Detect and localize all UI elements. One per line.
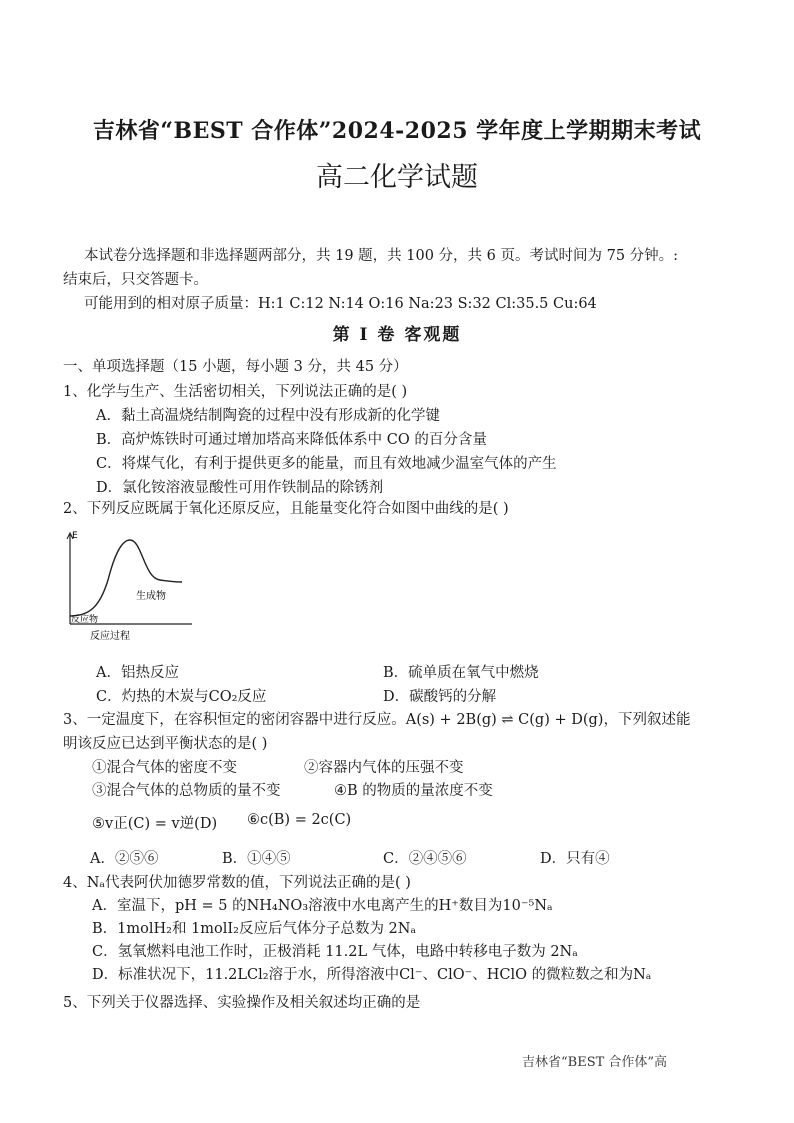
q1-stem: 1、化学与生产、生活密切相关，下列说法正确的是( ) [63, 384, 408, 400]
q4-option-c: C．氢氧燃料电池工作时，正极消耗 11.2L 气体，电路中转移电子数为 2Nₐ [92, 944, 578, 960]
product-label: 生成物 [136, 591, 166, 602]
q2-option-a: A．铝热反应 [96, 665, 179, 681]
q3-option-d: D．只有④ [540, 851, 610, 867]
exam-title: 吉林省“BEST 合作体”2024-2025 学年度上学期期末考试 [92, 118, 702, 144]
q3-condition-2: ②容器内气体的压强不变 [304, 760, 464, 776]
q3-condition-4: ④B 的物质的量浓度不变 [334, 783, 493, 799]
q3-condition-1: ①混合气体的密度不变 [92, 760, 237, 776]
reactant-label: 反应物 [71, 615, 99, 625]
energy-curve [70, 540, 182, 616]
q3-option-a: A．②⑤⑥ [90, 851, 159, 867]
q3-condition-3: ③混合气体的总物质的量不变 [92, 783, 281, 799]
page-footer: 吉林省“BEST 合作体”高 [522, 1055, 668, 1070]
q2-option-d: D．碳酸钙的分解 [383, 689, 497, 705]
q5-stem: 5、下列关于仪器选择、实验操作及相关叙述均正确的是 [63, 995, 421, 1011]
q1-option-d: D．氯化铵溶液显酸性可用作铁制品的除锈剂 [96, 480, 384, 496]
energy-axis-label: E [72, 531, 78, 541]
q3-condition-6: ⑥c(B) = 2c(C) [247, 812, 352, 828]
q2-option-b: B．硫单质在氧气中燃烧 [383, 665, 539, 681]
energy-diagram [60, 528, 200, 648]
q2-option-c: C．灼热的木炭与CO₂反应 [96, 689, 267, 705]
q3-stem-line-1: 3、一定温度下，在容积恒定的密闭容器中进行反应。A(s) + 2B(g) ⇌ C(g) + D(g)，下列叙述能 [63, 712, 691, 728]
atomic-masses: 可能用到的相对原子质量：H:1 C:12 N:14 O:16 Na:23 S:32 Cl:35.5 Cu:64 [84, 296, 597, 312]
intro-line-1: 本试卷分选择题和非选择题两部分，共 19 题，共 100 分，共 6 页。考试时间为 75 分钟。: [84, 248, 679, 264]
q4-stem: 4、Nₐ代表阿伏加德罗常数的值，下列说法正确的是( ) [63, 875, 411, 891]
q4-option-a: A．室温下，pH = 5 的NH₄NO₃溶液中水电离产生的H⁺数目为10⁻⁵Nₐ [92, 898, 553, 914]
section-title: 第 I 卷 客观题 [332, 325, 462, 345]
exam-subtitle: 高二化学试题 [316, 162, 478, 193]
q1-option-b: B．高炉炼铁时可通过增加塔高来降低体系中 CO 的百分含量 [96, 432, 487, 448]
q3-condition-5: ⑤v正(C) = v逆(D) [92, 816, 218, 832]
q2-stem: 2、下列反应既属于氧化还原反应，且能量变化符合如图中曲线的是( ) [63, 501, 509, 517]
reaction-process-label: 反应过程 [90, 631, 130, 642]
q4-option-b: B．1molH₂和 1molI₂反应后气体分子总数为 2Nₐ [92, 921, 417, 937]
q3-stem-line-2: 明该反应已达到平衡状态的是( ) [63, 736, 268, 752]
q3-option-b: B．①④⑤ [222, 851, 291, 867]
q1-option-a: A．黏土高温烧结制陶瓷的过程中没有形成新的化学键 [96, 408, 440, 424]
intro-line-2: 结束后，只交答题卡。 [63, 272, 208, 288]
q1-option-c: C．将煤气化，有利于提供更多的能量，而且有效地减少温室气体的产生 [96, 456, 557, 472]
q3-option-c: C．②④⑤⑥ [383, 851, 467, 867]
part1-heading: 一、单项选择题（15 小题，每小题 3 分，共 45 分） [63, 359, 408, 375]
q4-option-d: D．标准状况下，11.2LCl₂溶于水，所得溶液中Cl⁻、ClO⁻、HClO 的微粒数之和为Nₐ [92, 967, 652, 983]
